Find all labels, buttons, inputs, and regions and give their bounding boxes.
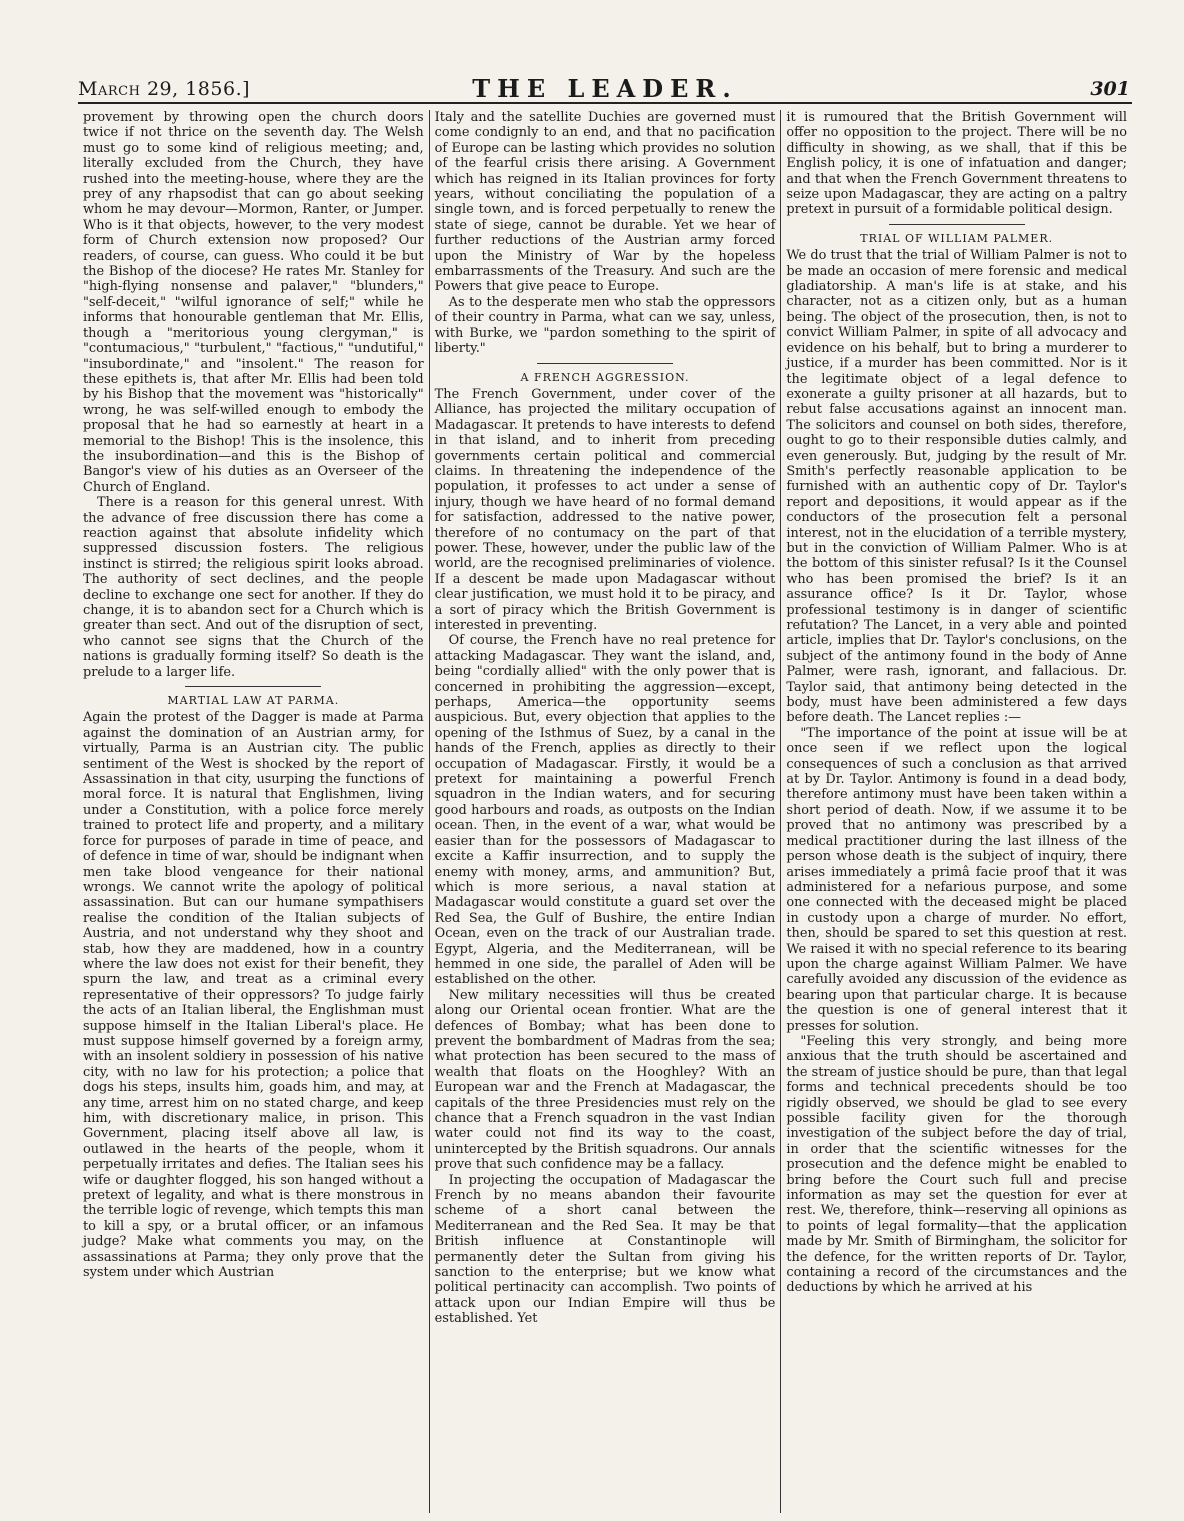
article-columns	[78, 110, 1132, 1513]
paragraph: In projecting the occupation of Madagascar the French by no means abandon their favourite scheme of a short canal between the Mediterranean and the Red Sea. It may be that British influence at Constantinople will permanently deter the Sultan from giving his sanction to the enterprise; but we know what political pertinacity can accomplish. Two points of attack upon our Indian Empire will thus be established. Yet	[434, 1172, 776, 1327]
paragraph: New military necessities will thus be created along our Oriental ocean frontier. What are the defences of Bombay; what has been done to prevent the bombardment of Madras from the sea; what protection has been secured to the mass of wealth that floats on the Hooghley? With an European war and the French at Madagascar, the capitals of the three Presidencies must rely on the chance that a French squadron in the vast Indian water could not find its way to the coast, unintercepted by the British squadrons. Our annals prove that such confidence may be a fallacy.	[434, 987, 776, 1173]
paragraph: "The importance of the point at issue will be at once seen if we reflect upon the logical consequences of such a conclusion as that arrived at by Dr. Taylor. Antimony is found in a dead body, therefore antimony must have been taken within a short period of death. Now, if we assume it to be proved that no antimony was prescribed by a medical practitioner during the last illness of the person whose death is the subject of inquiry, there arises immediately a primâ facie proof that it was administered for a nefarious purpose, and some one connected with the deceased might be placed in custody upon a charge of murder. No effort, then, should be spared to set this question at rest. We raised it with no special reference to its bearing upon the charge against William Palmer. We have carefully avoided any discussion of the evidence as bearing upon that particular charge. It is because the question is one of general interest that it presses for solution.	[786, 725, 1128, 1034]
section-divider	[889, 224, 1025, 225]
page-number: 301	[1090, 78, 1130, 100]
paragraph: provement by throwing open the church doors twice if not thrice on the seventh day. The Welsh must go to some kind of religious meeting; and, literally excluded from the Church, they have rushed into the meeting-house, where they are the prey of any rhapsodist that can go about seeking whom he may devour—Mormon, Ranter, or Jumper. Who is it that objects, however, to the very modest form of Church extension now proposed? Our readers, of course, can guess. Who could it be but the Bishop of the diocese? He rates Mr. Stanley for "high-flying nonsense and palaver," "blunders," "self-deceit," "wilful ignorance of self;" while he informs that honourable gentleman that Mr. Ellis, though a "meritorious young clergyman," is "contumacious," "turbulent," "factious," "undutiful," "insubordinate," and "insolent." The reason for these epithets is, that after Mr. Ellis had been told by his Bishop that the movement was "historically" wrong, he was self-willed enough to embody the proposal that he had so earnestly at heart in a memorial to the Bishop! This is the insolence, this the insubordination—and this is the Bishop of Bangor's view of his duties as an Overseer of the Church of England.	[83, 110, 424, 495]
section-heading-martial-law: MARTIAL LAW AT PARMA.	[167, 694, 340, 708]
issue-date: March 29, 1856.]	[78, 78, 251, 100]
column-1	[78, 110, 429, 1513]
paragraph: "Feeling this very strongly, and being more anxious that the truth should be ascertained and the stream of justice should be pure, than that legal forms and technical precedents should be too rigidly observed, we should be glad to see every possible facility given for the thorough investigation of the subject before the day of trial, in order that the scientific witnesses for the prosecution and the defence might be enabled to bring before the Court such full and precise information as may set the question for ever at rest. We, therefore, think—reserving all opinions as to points of legal formality—that the application made by Mr. Smith of Birmingham, the solicitor for the defence, for the written reports of Dr. Taylor, containing a record of the circumstances and the deductions by which he arrived at his	[786, 1033, 1128, 1296]
paragraph: We do trust that the trial of William Palmer is not to be made an occasion of mere forensic and medical gladiatorship. A man's life is at stake, and his character, not as a citizen only, but as a human being. The object of the prosecution, then, is not to convict William Palmer, in spite of all advocacy and evidence on his behalf, but to bring a murderer to justice, if a murder has been committed. Nor is it the legitimate object of a legal defence to exonerate a guilty prisoner at all hazards, but to rebut false accusations against an innocent man. The solicitors and counsel on both sides, therefore, ought to go to their responsible duties calmly, and even generously. But, judging by the result of Mr. Smith's perfectly reasonable application to be furnished with an authentic copy of Dr. Taylor's report and depositions, it would appear as if the conductors of the prosecution felt a personal interest, not in the elucidation of a terrible mystery, but in the conviction of William Palmer. Who is at the bottom of this sinister refusal? Is it the Counsel who has been promised the brief? Is it an assurance office? Is it Dr. Taylor, whose professional testimony is in danger of scientific refutation? The Lancet, in a very able and pointed article, implies that Dr. Taylor's conclusions, on the subject of the antimony found in the body of Anne Palmer, were rash, ignorant, and fallacious. Dr. Taylor said, that antimony being detected in the body, must have been administered a few days before death. The Lancet replies :—	[786, 248, 1128, 726]
paragraph: Again the protest of the Dagger is made at Parma against the domination of an Austrian army, for virtually, Parma is an Austrian city. The public sentiment of the West is shocked by the report of Assassination in that city, usurping the functions of moral force. It is natural that Englishmen, living under a Constitution, with a police force merely trained to protect life and property, and a military force for purposes of parade in time of peace, and of defence in time of war, should be indignant when men take blood vengeance for their national wrongs. We cannot write the apology of political assassination. But can our humane sympathisers realise the condition of the Italian subjects of Austria, and not understand why they shoot and stab, how they are maddened, how in a country where the law does not exist for their benefit, they spurn the law, and treat as a criminal every representative of their oppressors? To judge fairly the acts of an Italian liberal, the Englishman must suppose himself in the Italian Liberal's place. He must suppose himself governed by a foreign army, with an insolent soldiery in possession of his native city, with no law for his protection; a police that dogs his steps, insults him, goads him, and may, at any time, arrest him on no stated charge, and keep him, with discretionary malice, in prison. This Government, placing itself above all law, is outlawed in the hearts of the people, whom it perpetually irritates and defies. The Italian sees his wife or daughter flogged, his son hanged without a pretext of legality, and what is there monstrous in the terrible logic of revenge, which tempts this man to kill a spy, or a brutal officer, or an infamous judge? Make what comments you may, on the assassinations at Parma; they only prove that the system under which Austrian	[83, 710, 424, 1281]
section-divider	[185, 686, 321, 687]
section-heading-trial-of-palmer: TRIAL OF WILLIAM PALMER.	[860, 231, 1054, 245]
masthead	[78, 74, 1132, 104]
paragraph: it is rumoured that the British Government will offer no opposition to the project. There will be no difficulty in showing, as we shall, that if this be English policy, it is one of infatuation and danger; and that when the French Government threatens to seize upon Madagascar, they are acting on a paltry pretext in pursuit of a formidable political design.	[786, 110, 1128, 218]
paragraph: The French Government, under cover of the Alliance, has projected the military occupation of Madagascar. It pretends to have interests to defend in that island, and to inherit from preceding governments certain political and commercial claims. In threatening the independence of the population, it professes to act under a sense of injury, though we have heard of no formal demand for satisfaction, addressed to the native power, therefore of no contumacy on the part of that power. These, however, under the public law of the world, are the recognised preliminaries of violence. If a descent be made upon Madagascar without clear justification, we must hold it to be piracy, and a sort of piracy which the British Government is interested in preventing.	[434, 386, 776, 633]
section-heading-french-aggression: A FRENCH AGGRESSION.	[520, 370, 690, 384]
paragraph: Of course, the French have no real pretence for attacking Madagascar. They want the island, and, being "cordially allied" with the only power that is concerned in prohibiting the aggression—except, perhaps, America—the opportunity seems auspicious. But, every objection that applies to the opening of the Isthmus of Suez, by a canal in the hands of the French, applies as directly to their occupation of Madagascar. Firstly, it would be a pretext for maintaining a powerful French squadron in the Indian waters, and for securing good harbours and roads, as outposts on the Indian ocean. Then, in the event of a war, what would be easier than for the possessors of Madagascar to excite a Kaffir insurrection, and to supply the enemy with money, arms, and ammunition? But, which is more serious, a naval station at Madagascar would constitute a guard set over the Red Sea, the Gulf of Bushire, the entire Indian Ocean, even on the track of our Australian trade. Egypt, Algeria, and the Mediterranean, will be hemmed in one side, the parallel of Aden will be established on the other.	[434, 633, 776, 988]
section-divider	[537, 363, 673, 364]
newspaper-title: THE LEADER.	[472, 74, 738, 103]
paragraph: As to the desperate men who stab the oppressors of their country in Parma, what can we say, unless, with Burke, we "pardon something to the spirit of liberty."	[434, 294, 776, 357]
paragraph: There is a reason for this general unrest. With the advance of free discussion there has come a reaction against that absolute infidelity which suppressed discussion fosters. The religious instinct is stirred; the religious spirit looks abroad. The authority of sect declines, and the people decline to exchange one sect for another. If they do change, it is to abandon sect for a Church which is greater than sect. And out of the disruption of sect, who cannot see signs that the Church of the nations is gradually forming itself? So death is the prelude to a larger life.	[83, 495, 424, 680]
column-3	[780, 110, 1132, 1513]
column-2	[429, 110, 781, 1513]
paragraph: Italy and the satellite Duchies are governed must come condignly to an end, and that no pacification of Europe can be lasting which provides no solution of the fearful crisis there arising. A Government which has reigned in its Italian provinces for forty years, without conciliating the population of a single town, and is forced perpetually to renew the state of siege, cannot be durable. Yet we hear of further reductions of the Austrian army forced upon the Ministry of War by the hopeless embarrassments of the Treasury. And such are the Powers that give peace to Europe.	[434, 110, 776, 295]
